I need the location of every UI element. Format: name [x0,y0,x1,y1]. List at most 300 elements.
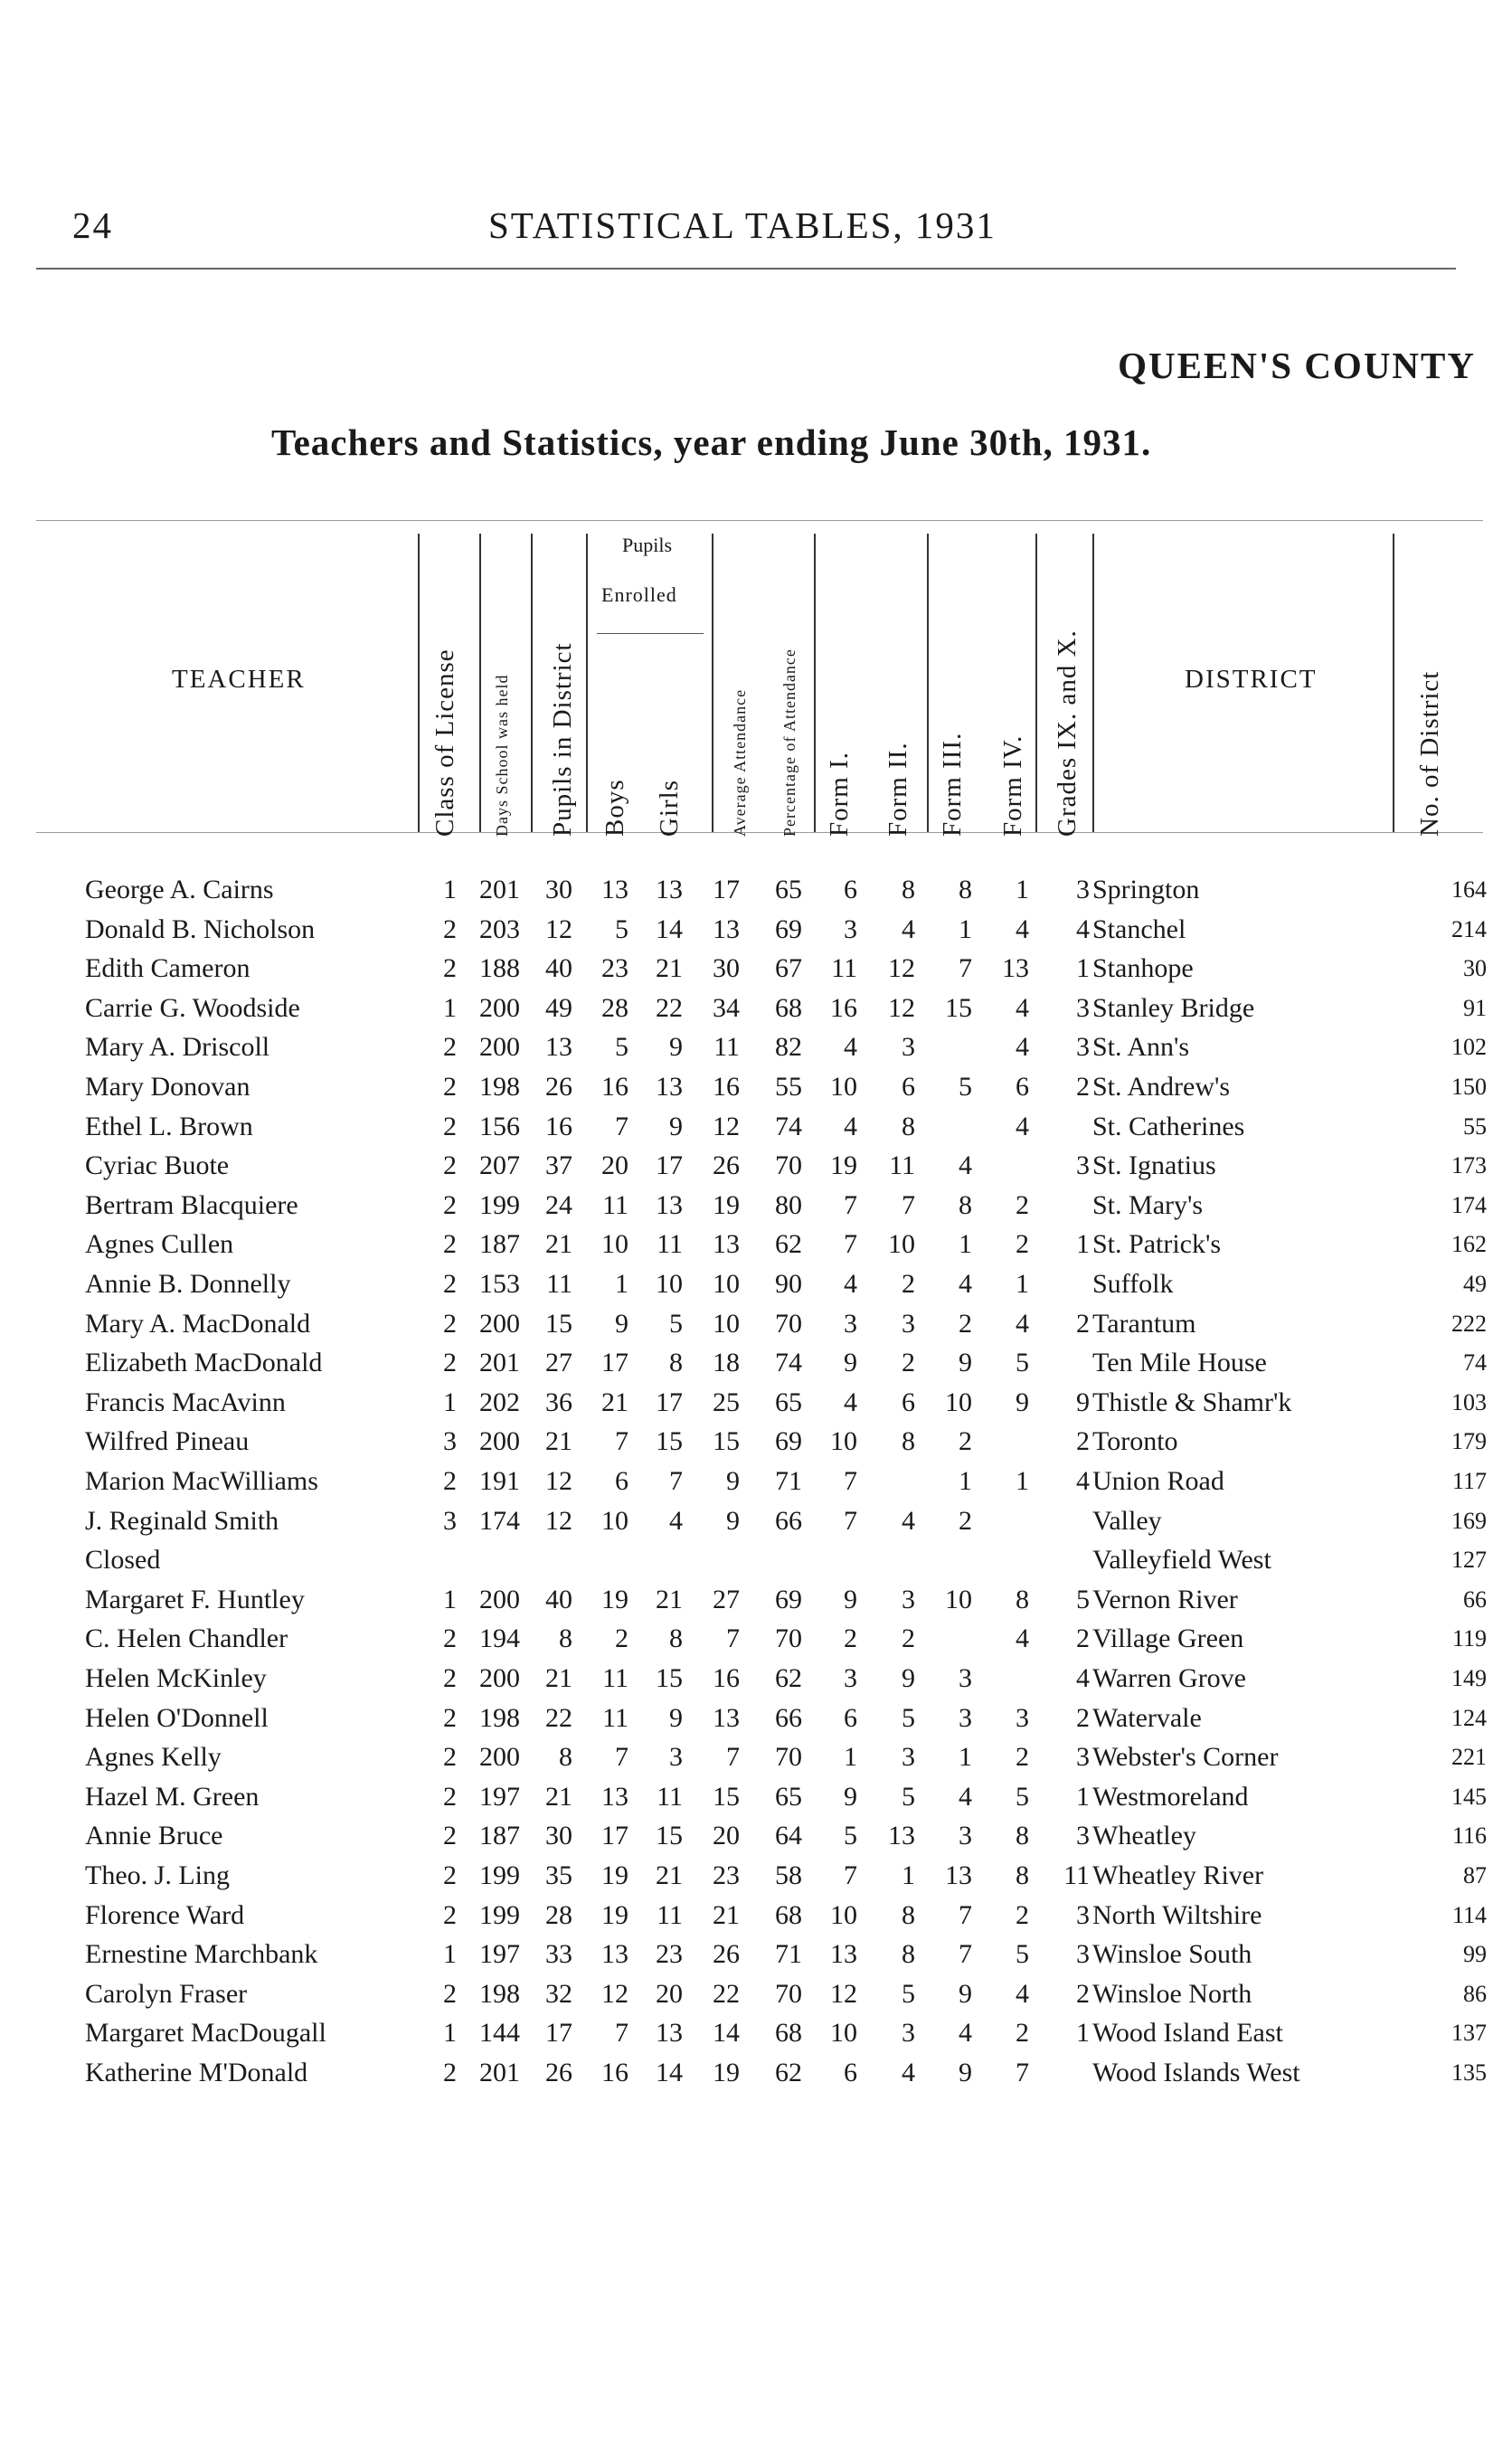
cell-g: 1 [1076,2018,1090,2049]
cell-boys: 1 [615,1269,628,1299]
teacher-name: Cyriac Buote [85,1150,230,1181]
district-name: Warren Grove [1092,1663,1246,1693]
district-number: 149 [1451,1665,1487,1691]
cell-days: 202 [479,1387,520,1417]
cell-cls: 2 [443,1229,457,1260]
cell-days: 198 [479,1702,520,1733]
cell-girls: 15 [656,1426,683,1457]
cell-f4: 6 [1016,1072,1029,1102]
cell-cls: 3 [443,1426,457,1457]
cell-avg: 15 [713,1781,740,1812]
district-number: 137 [1451,2020,1487,2047]
teacher-name: George A. Cairns [85,875,274,904]
cell-girls: 21 [656,1860,683,1890]
teacher-name: Katherine M'Donald [85,2058,308,2087]
district-name: Wheatley [1092,1821,1196,1851]
cell-pct: 70 [775,1623,802,1654]
district-name: Watervale [1092,1702,1202,1733]
cell-cls: 2 [443,1150,457,1181]
cell-f3: 2 [959,1505,972,1536]
cell-pct: 68 [775,1899,802,1930]
cell-girls: 9 [669,1032,683,1063]
cell-boys: 17 [601,1348,628,1378]
cell-pct: 58 [775,1860,802,1890]
cell-girls: 15 [656,1821,683,1851]
district-name: Valley [1092,1505,1162,1536]
cell-avg: 25 [713,1387,740,1417]
cell-cls: 1 [443,1939,457,1970]
cell-cls: 2 [443,1623,457,1654]
cell-girls: 21 [656,1584,683,1614]
cell-pct: 64 [775,1821,802,1851]
district-number: 145 [1451,1783,1487,1810]
cell-f2: 3 [902,1584,915,1614]
cell-f4: 8 [1016,1860,1029,1890]
cell-pct: 68 [775,2018,802,2049]
teacher-name: Francis MacAvinn [85,1387,286,1417]
cell-g: 3 [1076,1899,1090,1930]
cell-cls: 1 [443,1584,457,1614]
cell-g: 3 [1076,992,1090,1023]
table-row [0,1699,1512,1737]
cell-f4: 4 [1016,1032,1029,1063]
cell-avg: 27 [713,1584,740,1614]
cell-avg: 9 [726,1505,740,1536]
cell-f1: 4 [844,1387,857,1417]
cell-f2: 2 [902,1623,915,1654]
cell-g: 2 [1076,1702,1090,1733]
cell-f1: 1 [844,1742,857,1773]
cell-girls: 3 [669,1742,683,1773]
cell-f2: 1 [902,1860,915,1890]
cell-pct: 67 [775,953,802,984]
cell-pupils: 26 [545,1072,572,1102]
cell-cls: 2 [443,1111,457,1141]
cell-f3: 9 [959,1978,972,2009]
district-name: St. Ignatius [1092,1150,1216,1181]
cell-pupils: 36 [545,1387,572,1417]
district-number: 124 [1451,1704,1487,1731]
teacher-name: Donald B. Nicholson [85,913,316,944]
cell-pupils: 35 [545,1860,572,1890]
table-row [0,989,1512,1027]
district-number: 49 [1463,1271,1487,1297]
cell-pct: 66 [775,1505,802,1536]
cell-avg: 7 [726,1623,740,1654]
cell-f2: 8 [902,875,915,904]
cell-girls: 9 [669,1111,683,1141]
cell-f2: 9 [902,1663,915,1693]
cell-days: 194 [479,1623,520,1654]
table-row [0,1027,1512,1066]
teacher-name: Wilfred Pineau [85,1426,250,1457]
cell-f2: 12 [888,992,915,1023]
cell-boys: 11 [602,1702,628,1733]
cell-avg: 23 [713,1860,740,1890]
cell-girls: 11 [657,1781,683,1812]
district-number: 103 [1451,1388,1487,1415]
cell-f4: 8 [1016,1821,1029,1851]
district-number: 179 [1451,1428,1487,1455]
cell-f2: 13 [888,1821,915,1851]
cell-pupils: 15 [545,1308,572,1339]
cell-f1: 4 [844,1111,857,1141]
cell-g: 3 [1076,875,1090,904]
cell-cls: 3 [443,1505,457,1536]
cell-f3: 3 [959,1821,972,1851]
running-title: STATISTICAL TABLES, 1931 [488,204,997,246]
cell-girls: 11 [657,1229,683,1260]
cell-cls: 2 [443,1308,457,1339]
cell-f2: 2 [902,1348,915,1378]
cell-cls: 2 [443,1189,457,1220]
cell-f2: 3 [902,1032,915,1063]
cell-days: 201 [479,875,520,904]
cell-girls: 14 [656,913,683,944]
cell-pupils: 13 [545,1032,572,1063]
column-divider [1092,534,1094,832]
cell-f1: 3 [844,1308,857,1339]
cell-f4: 3 [1016,1702,1029,1733]
pupils-in-district-header: Pupils in District [548,642,577,837]
district-number: 114 [1451,1901,1487,1928]
county-title: QUEEN'S COUNTY [1118,345,1476,386]
column-divider [712,534,713,832]
table-row [0,910,1512,949]
cell-girls: 5 [669,1308,683,1339]
cell-pct: 65 [775,875,802,904]
cell-days: 199 [479,1899,520,1930]
cell-f2: 8 [902,1939,915,1970]
cell-days: 200 [479,1584,520,1614]
cell-pct: 55 [775,1072,802,1102]
cell-avg: 30 [713,953,740,984]
district-name: St. Ann's [1092,1032,1190,1063]
cell-f1: 4 [844,1269,857,1299]
cell-f1: 6 [844,1702,857,1733]
cell-f1: 13 [830,1939,857,1970]
cell-f3: 8 [959,1189,972,1220]
district-number: 86 [1463,1980,1487,2007]
cell-days: 200 [479,1032,520,1063]
cell-f4: 2 [1016,1229,1029,1260]
district-number-header: No. of District [1415,670,1444,837]
cell-g: 3 [1076,1742,1090,1773]
cell-boys: 7 [615,1111,628,1141]
cell-avg: 20 [713,1821,740,1851]
cell-boys: 11 [602,1663,628,1693]
table-row [0,1225,1512,1264]
class-of-license-header: Class of License [430,648,459,837]
cell-f2: 3 [902,1742,915,1773]
cell-g: 2 [1076,1308,1090,1339]
cell-boys: 5 [615,1032,628,1063]
district-name: Suffolk [1092,1269,1174,1299]
district-number: 127 [1451,1547,1487,1574]
cell-pct: 62 [775,2058,802,2087]
teacher-name: Closed [85,1545,161,1576]
cell-girls: 10 [656,1269,683,1299]
cell-pupils: 27 [545,1348,572,1378]
cell-cls: 1 [443,2018,457,2049]
cell-girls: 17 [656,1387,683,1417]
cell-f1: 10 [830,1426,857,1457]
teacher-header: TEACHER [172,665,306,694]
cell-g: 2 [1076,1623,1090,1654]
cell-f2: 4 [902,913,915,944]
teacher-name: Florence Ward [85,1899,245,1930]
cell-boys: 20 [601,1150,628,1181]
cell-g: 1 [1076,953,1090,984]
cell-f1: 7 [844,1229,857,1260]
cell-f1: 5 [844,1821,857,1851]
cell-pupils: 21 [545,1781,572,1812]
table-row [0,1462,1512,1500]
teacher-name: Mary A. Driscoll [85,1032,270,1063]
cell-boys: 2 [615,1623,628,1654]
cell-cls: 2 [443,953,457,984]
cell-avg: 13 [713,1229,740,1260]
header-rule [36,268,1456,270]
cell-avg: 11 [713,1032,740,1063]
cell-g: 3 [1076,1150,1090,1181]
cell-f1: 16 [830,992,857,1023]
table-row [0,1501,1512,1540]
cell-days: 203 [479,913,520,944]
district-number: 99 [1463,1941,1487,1968]
cell-f3: 1 [959,913,972,944]
teacher-name: Elizabeth MacDonald [85,1348,323,1378]
cell-f3: 1 [959,1466,972,1496]
column-divider [814,534,816,832]
teacher-name: C. Helen Chandler [85,1623,288,1654]
cell-f4: 1 [1016,1269,1029,1299]
cell-pupils: 26 [545,2058,572,2087]
cell-boys: 10 [601,1505,628,1536]
cell-cls: 2 [443,1072,457,1102]
cell-f4: 2 [1016,1899,1029,1930]
district-name: Vernon River [1092,1584,1238,1614]
cell-girls: 21 [656,953,683,984]
cell-pupils: 21 [545,1663,572,1693]
cell-f2: 3 [902,2018,915,2049]
district-name: Union Road [1092,1466,1224,1496]
district-name: Stanhope [1092,953,1194,984]
cell-boys: 13 [601,875,628,904]
form-1-header: Form I. [825,752,854,837]
cell-f1: 3 [844,1663,857,1693]
form-2-header: Form II. [884,742,912,837]
cell-pct: 70 [775,1308,802,1339]
cell-cls: 2 [443,1032,457,1063]
district-number: 66 [1463,1585,1487,1613]
cell-girls: 8 [669,1348,683,1378]
cell-boys: 7 [615,1742,628,1773]
cell-girls: 20 [656,1978,683,2009]
cell-days: 199 [479,1189,520,1220]
cell-g: 4 [1076,1466,1090,1496]
boys-header: Boys [600,779,629,837]
teacher-name: Marion MacWilliams [85,1466,318,1496]
teacher-name: Edith Cameron [85,953,250,984]
column-header-top-rule [36,520,1483,521]
district-name: St. Catherines [1092,1111,1245,1141]
district-name: Stanchel [1092,913,1186,944]
district-number: 117 [1451,1468,1487,1494]
cell-days: 200 [479,1742,520,1773]
table-row [0,1422,1512,1461]
percentage-attendance-header: Percentage of Attendance [780,648,799,837]
district-name: Ten Mile House [1092,1348,1267,1378]
cell-f4: 5 [1016,1348,1029,1378]
table-row [0,1146,1512,1185]
district-number: 222 [1451,1310,1487,1337]
column-header-bottom-rule [36,832,1483,833]
district-number: 214 [1451,915,1487,942]
district-number: 169 [1451,1507,1487,1534]
cell-f2: 4 [902,2058,915,2087]
cell-f2: 5 [902,1702,915,1733]
column-divider [531,534,533,832]
cell-girls: 23 [656,1939,683,1970]
cell-f1: 12 [830,1978,857,2009]
district-name: Winsloe South [1092,1939,1252,1970]
cell-pct: 65 [775,1781,802,1812]
cell-f3: 2 [959,1426,972,1457]
table-row [0,1264,1512,1303]
cell-f2: 6 [902,1387,915,1417]
cell-girls: 22 [656,992,683,1023]
cell-avg: 14 [713,2018,740,2049]
cell-avg: 10 [713,1269,740,1299]
enrolled-group-header: Enrolled [601,583,677,606]
cell-f3: 7 [959,953,972,984]
cell-boys: 17 [601,1821,628,1851]
cell-avg: 17 [713,875,740,904]
table-row [0,1343,1512,1382]
cell-g: 4 [1076,913,1090,944]
cell-days: 201 [479,2058,520,2087]
cell-pupils: 12 [545,913,572,944]
cell-g: 3 [1076,1821,1090,1851]
cell-boys: 12 [601,1978,628,2009]
cell-boys: 10 [601,1229,628,1260]
cell-girls: 7 [669,1466,683,1496]
cell-f1: 10 [830,1072,857,1102]
teacher-name: J. Reginald Smith [85,1505,279,1536]
cell-f3: 8 [959,875,972,904]
district-name: Webster's Corner [1092,1742,1279,1773]
district-number: 74 [1463,1349,1487,1377]
district-header: DISTRICT [1185,665,1318,694]
cell-days: 200 [479,1426,520,1457]
cell-cls: 2 [443,1899,457,1930]
table-row [0,1383,1512,1422]
district-number: 55 [1463,1112,1487,1140]
cell-f2: 3 [902,1308,915,1339]
column-divider [1035,534,1037,832]
cell-avg: 9 [726,1466,740,1496]
district-name: Tarantum [1092,1308,1196,1339]
table-row [0,1974,1512,2013]
cell-f1: 10 [830,2018,857,2049]
table-row [0,1067,1512,1106]
cell-f1: 10 [830,1899,857,1930]
teacher-name: Mary A. MacDonald [85,1308,311,1339]
cell-cls: 2 [443,1348,457,1378]
cell-boys: 19 [601,1860,628,1890]
cell-avg: 26 [713,1939,740,1970]
cell-g: 2 [1076,1978,1090,2009]
cell-pct: 62 [775,1229,802,1260]
district-number: 87 [1463,1862,1487,1888]
district-number: 135 [1451,2059,1487,2086]
cell-f1: 7 [844,1505,857,1536]
cell-days: 144 [479,2018,520,2049]
district-number: 91 [1463,994,1487,1021]
cell-avg: 12 [713,1111,740,1141]
district-number: 164 [1451,876,1487,903]
cell-boys: 7 [615,1426,628,1457]
district-number: 174 [1451,1191,1487,1218]
cell-g: 11 [1063,1860,1090,1890]
table-row [0,2053,1512,2092]
cell-cls: 2 [443,1978,457,2009]
cell-f2: 8 [902,1426,915,1457]
cell-f4: 4 [1016,913,1029,944]
cell-days: 188 [479,953,520,984]
cell-girls: 8 [669,1623,683,1654]
column-divider [1393,534,1394,832]
cell-f4: 4 [1016,1111,1029,1141]
cell-boys: 21 [601,1387,628,1417]
cell-girls: 13 [656,875,683,904]
cell-avg: 21 [713,1899,740,1930]
cell-f2: 2 [902,1269,915,1299]
cell-cls: 2 [443,1269,457,1299]
cell-f3: 2 [959,1308,972,1339]
cell-f1: 9 [844,1348,857,1378]
cell-pct: 70 [775,1978,802,2009]
cell-f1: 7 [844,1860,857,1890]
cell-g: 3 [1076,1939,1090,1970]
cell-avg: 15 [713,1426,740,1457]
cell-avg: 34 [713,992,740,1023]
cell-f4: 4 [1016,1978,1029,2009]
cell-girls: 17 [656,1150,683,1181]
cell-g: 1 [1076,1781,1090,1812]
cell-days: 200 [479,1308,520,1339]
cell-days: 198 [479,1978,520,2009]
girls-header: Girls [655,780,684,837]
table-row [0,1186,1512,1225]
cell-pupils: 12 [545,1466,572,1496]
cell-f3: 15 [945,992,972,1023]
cell-pupils: 21 [545,1229,572,1260]
page-number: 24 [72,204,113,246]
district-name: St. Patrick's [1092,1229,1222,1260]
form-4-header: Form IV. [998,734,1027,837]
table-row [0,2013,1512,2052]
cell-pupils: 40 [545,1584,572,1614]
cell-pct: 70 [775,1742,802,1773]
cell-pct: 70 [775,1150,802,1181]
teacher-name: Agnes Cullen [85,1229,234,1260]
cell-f4: 2 [1016,1742,1029,1773]
cell-girls: 11 [657,1899,683,1930]
cell-f3: 4 [959,1781,972,1812]
cell-pct: 71 [775,1466,802,1496]
